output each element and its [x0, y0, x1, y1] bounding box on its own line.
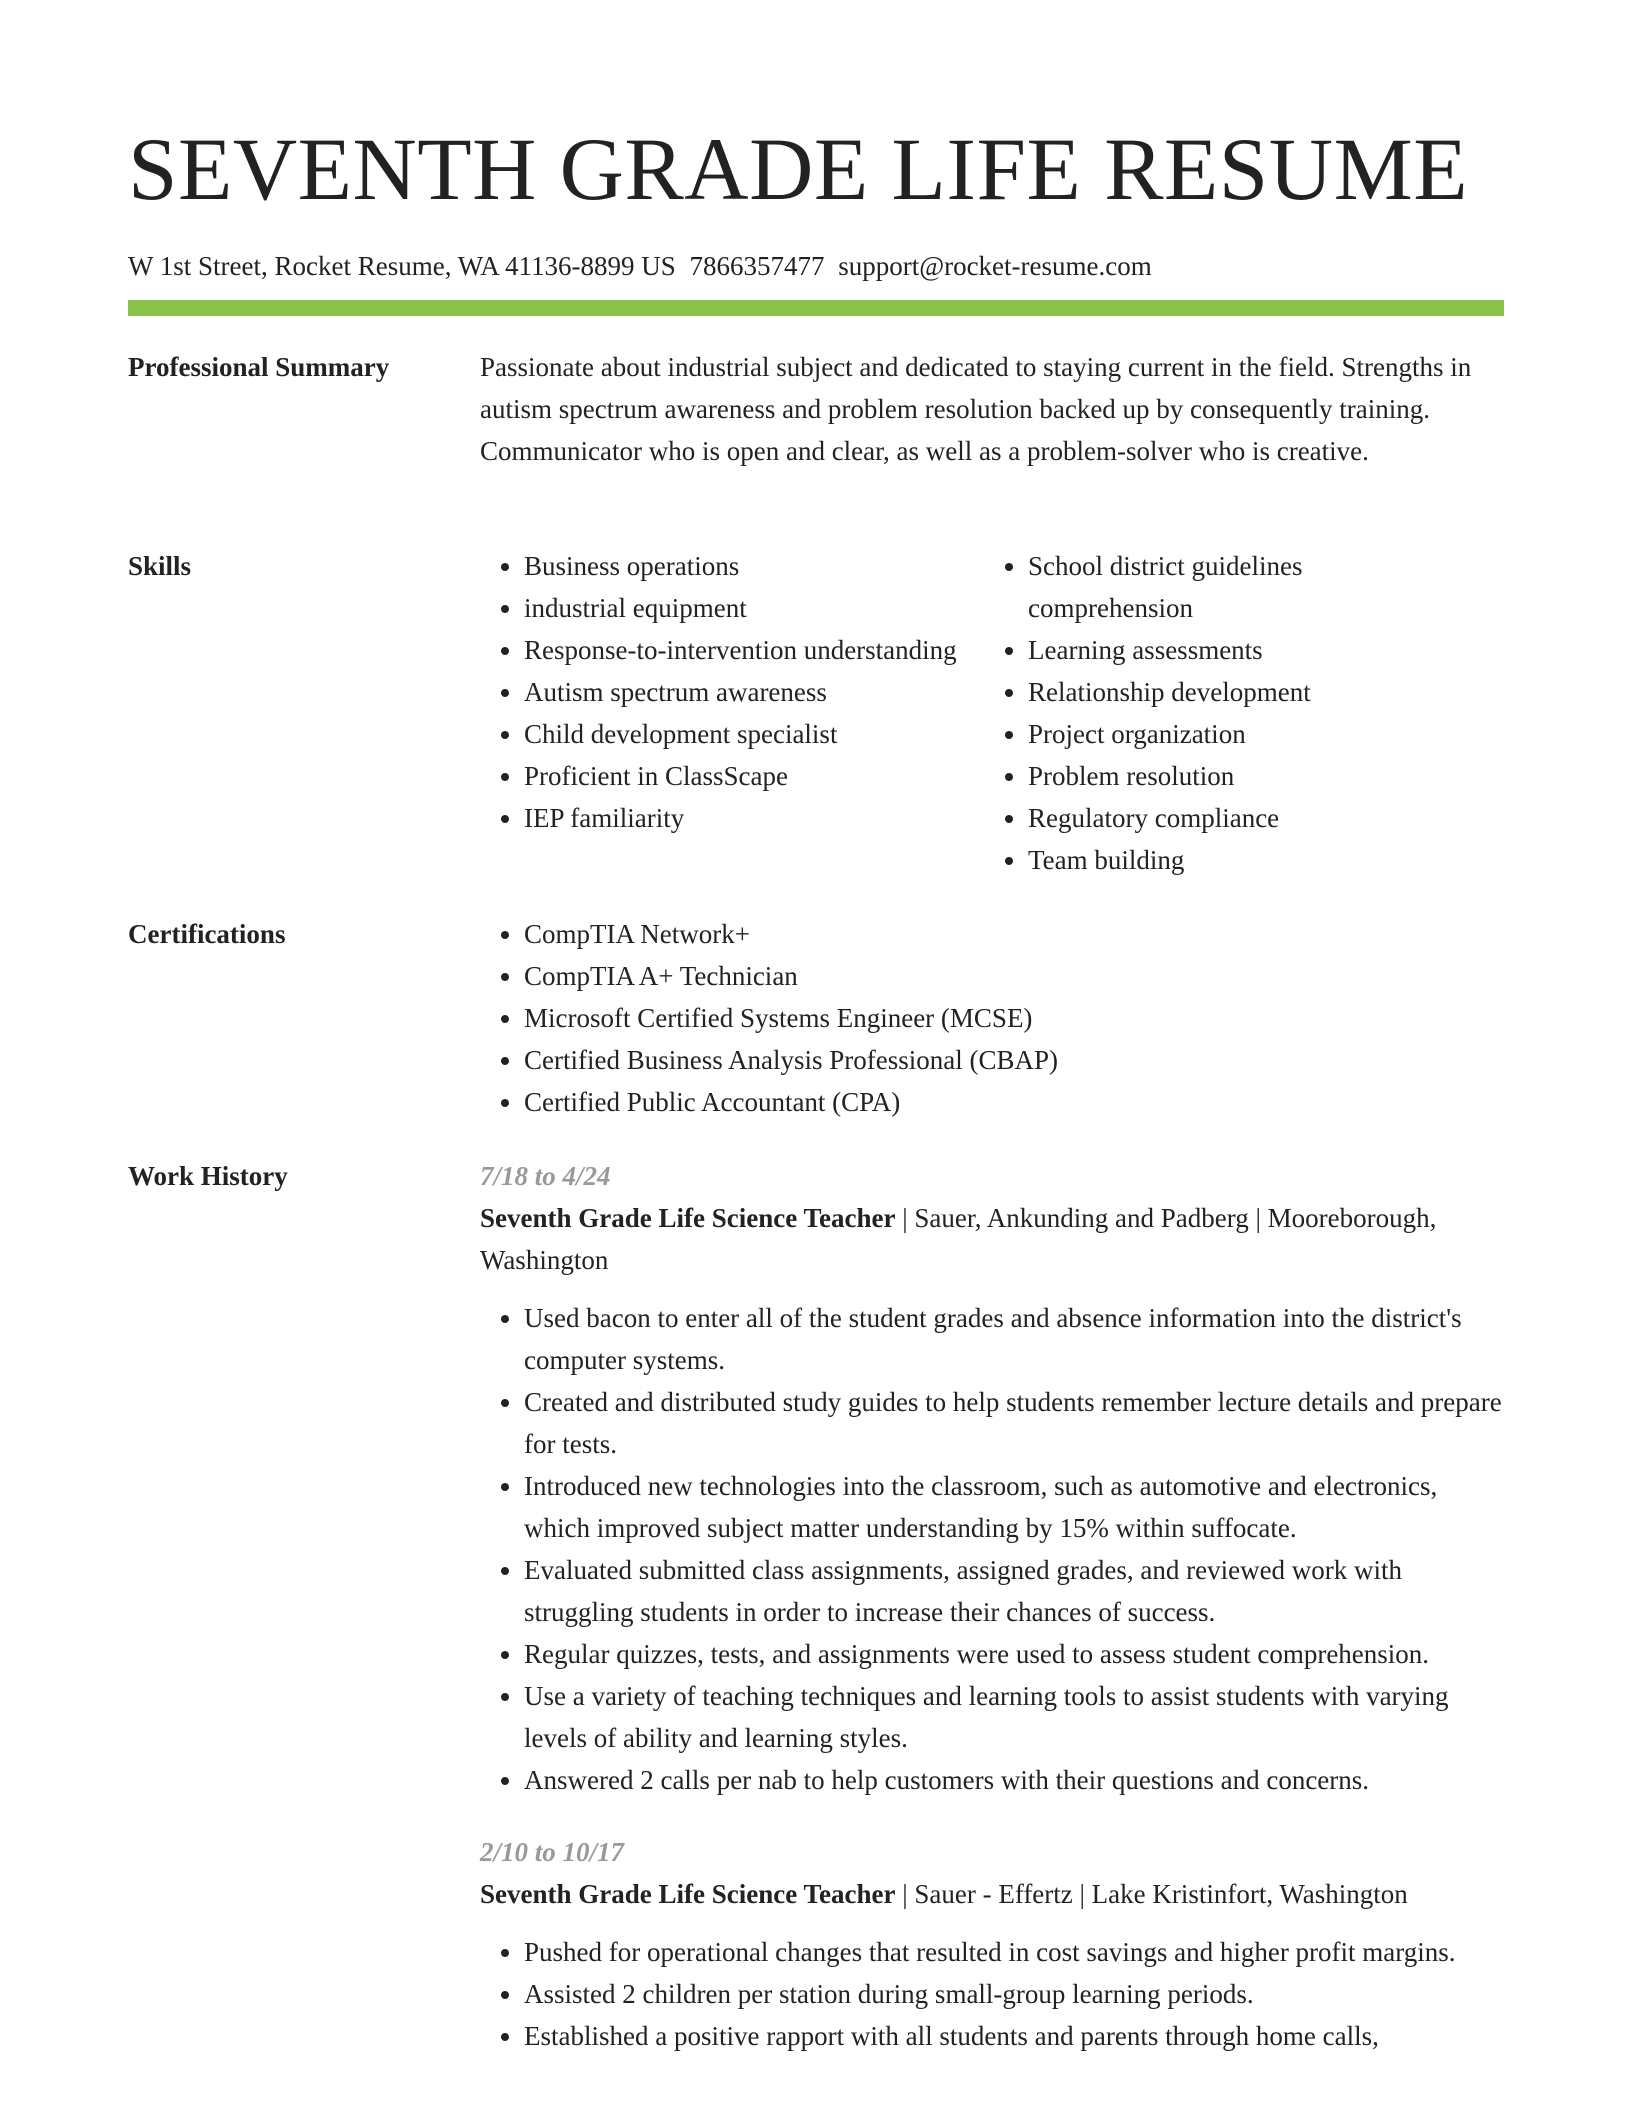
summary-label: Professional Summary — [128, 352, 390, 382]
certification-item: • Microsoft Certified Systems Engineer (MCSE) — [524, 997, 1504, 1039]
address-text: W 1st Street, Rocket Resume, WA 41136-8899 US — [128, 251, 676, 281]
job-dates: 7/18 to 4/24 — [480, 1161, 611, 1191]
job-dates: 2/10 to 10/17 — [480, 1837, 625, 1867]
skill-item: • Problem resolution — [1028, 755, 1368, 797]
certifications-label: Certifications — [128, 919, 286, 949]
job-bullet: • Assisted 2 children per station during small-group learning periods. — [524, 1973, 1504, 2015]
skill-item: • Learning assessments — [1028, 629, 1368, 671]
skill-item: • Child development specialist — [524, 713, 984, 755]
job-bullet: • Answered 2 calls per nab to help customers with their questions and concerns. — [524, 1759, 1504, 1801]
job-bullet: • Used bacon to enter all of the student grades and absence information into the district's computer systems. — [524, 1297, 1504, 1381]
skill-item: • IEP familiarity — [524, 797, 984, 839]
certification-item: • Certified Public Accountant (CPA) — [524, 1081, 1504, 1123]
skill-item: • Relationship development — [1028, 671, 1368, 713]
skills-columns — [480, 545, 1504, 881]
job-title: Seventh Grade Life Science Teacher — [480, 1879, 896, 1909]
job-entry — [480, 1831, 1504, 2057]
certification-item: • Certified Business Analysis Professional (CBAP) — [524, 1039, 1504, 1081]
job-entry — [480, 1155, 1504, 1801]
skills-list-left — [480, 545, 984, 881]
skills-list-right — [984, 545, 1368, 881]
skill-item: • Response-to-intervention understanding — [524, 629, 984, 671]
certification-item: • CompTIA A+ Technician — [524, 955, 1504, 997]
skill-item: • Team building — [1028, 839, 1368, 881]
skill-item: • Autism spectrum awareness — [524, 671, 984, 713]
job-bullet: • Created and distributed study guides to help students remember lecture details and prepare for tests. — [524, 1381, 1504, 1465]
job-bullet: • Pushed for operational changes that resulted in cost savings and higher profit margins. — [524, 1931, 1504, 1973]
job-details: | Sauer, Ankunding and Padberg | Mooreborough, Washington — [480, 1203, 1437, 1275]
email-text: support@rocket-resume.com — [838, 251, 1152, 281]
job-bullet: • Evaluated submitted class assignments, assigned grades, and reviewed work with struggling students in order to increase their chances of success. — [524, 1549, 1504, 1633]
certification-item: • CompTIA Network+ — [524, 913, 1504, 955]
job-bullet: • Introduced new technologies into the classroom, such as automotive and electronics, which improved subject matter understanding by 15% within suffocate. — [524, 1465, 1504, 1549]
job-heading — [480, 1197, 1504, 1281]
resume-header — [128, 120, 1504, 316]
work-history-body — [480, 1155, 1504, 2057]
skill-item: • Project organization — [1028, 713, 1368, 755]
work-history-label: Work History — [128, 1161, 288, 1191]
resume-title: SEVENTH GRADE LIFE RESUME — [128, 121, 1469, 219]
job-bullet-list — [480, 1297, 1504, 1801]
skill-item: • School district guidelines comprehension — [1028, 545, 1368, 629]
job-bullet: • Use a variety of teaching techniques and learning tools to assist students with varying levels of ability and learning styles. — [524, 1675, 1504, 1759]
certifications-body — [480, 913, 1504, 1123]
accent-divider — [128, 300, 1504, 316]
contact-line — [128, 248, 1504, 284]
job-details: | Sauer - Effertz | Lake Kristinfort, Washington — [902, 1879, 1408, 1909]
job-title: Seventh Grade Life Science Teacher — [480, 1203, 896, 1233]
skills-label: Skills — [128, 551, 192, 581]
job-bullet-list — [480, 1931, 1504, 2057]
certifications-list — [480, 913, 1504, 1123]
skill-item: • Business operations — [524, 545, 984, 587]
job-bullet: • Regular quizzes, tests, and assignments were used to assess student comprehension. — [524, 1633, 1504, 1675]
phone-text: 7866357477 — [689, 251, 825, 281]
summary-text: Passionate about industrial subject and dedicated to staying current in the field. Strengths in autism spectrum awareness and problem resolution backed up by consequently training. Communicator who is open and clear, as well as a problem-solver who is creative. — [480, 352, 1472, 466]
job-heading — [480, 1873, 1504, 1915]
skill-item: • Proficient in ClassScape — [524, 755, 984, 797]
skill-item: • Regulatory compliance — [1028, 797, 1368, 839]
skill-item: • industrial equipment — [524, 587, 984, 629]
job-bullet: • Established a positive rapport with all students and parents through home calls, — [524, 2015, 1504, 2057]
